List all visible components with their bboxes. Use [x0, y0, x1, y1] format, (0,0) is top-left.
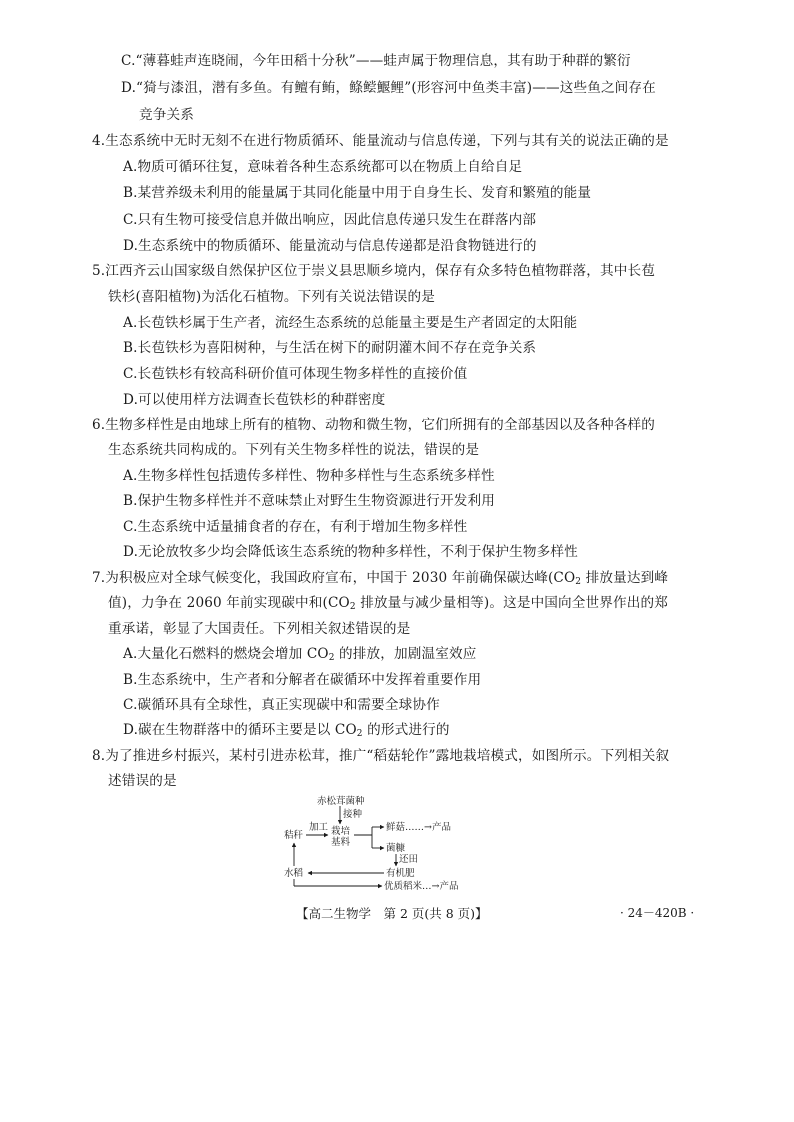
organic-fertilizer-label: 有机肥: [386, 868, 415, 879]
q5-option-a: A.长苞铁杉属于生产者，流经生态系统的总能量主要是生产者固定的太阳能: [123, 315, 578, 331]
q7-option-d-text-2: 的形式进行的: [362, 722, 450, 738]
return-to-field-label: 还田: [399, 854, 419, 865]
q3-option-d-continuation: 竞争关系: [139, 107, 194, 123]
q6-option-b: B.保护生物多样性并不意味禁止对野生生物资源进行开发利用: [123, 493, 495, 509]
q7-stem-line-2-text-1: 值)，力争在 2060 年前实现碳中和(CO: [108, 595, 350, 611]
rice-mushroom-rotation-diagram: [272, 794, 502, 890]
q7-stem-text-2: 排放量达到峰: [581, 570, 669, 586]
co2-subscript: 2: [356, 729, 363, 739]
q7-stem: [92, 569, 668, 587]
page-footer-code: · 24－420B ·: [620, 906, 695, 920]
q5-stem: 5.江西齐云山国家级自然保护区位于崇义县思顺乡境内，保存有众多特色植物群落，其中长苞: [92, 263, 656, 279]
q8-stem: 8.为了推进乡村振兴，某村引进赤松茸，推广“稻菇轮作”露地栽培模式，如图所示。下列相关叙: [92, 748, 670, 764]
q5-stem-continuation: 铁杉(喜阳植物)为活化石植物。下列有关说法错误的是: [108, 289, 436, 305]
q7-stem-text-1: 7.为积极应对全球气候变化，我国政府宣布，中国于 2030 年前确保碳达峰(CO: [92, 570, 576, 586]
co2-subscript: 2: [349, 602, 356, 612]
q3-option-c: C.“薄暮蛙声连晓闹，今年田稻十分秋”——蛙声属于物理信息，其有助于种群的繁衍: [121, 53, 631, 69]
q6-stem-continuation: 生态系统共同构成的。下列有关生物多样性的说法，错误的是: [108, 442, 480, 458]
q5-option-d: D.可以使用样方法调查长苞铁杉的种群密度: [123, 392, 386, 408]
rice-label: 水稻: [284, 868, 304, 879]
culture-substrate-label-2: 基料: [331, 837, 351, 848]
q4-stem: 4.生态系统中无时无刻不在进行物质循环、能量流动与信息传递，下列与其有关的说法正确的是: [92, 133, 669, 149]
q7-option-a: [123, 645, 477, 663]
q5-option-b: B.长苞铁杉为喜阳树种，与生活在树下的耐阴灌木间不存在竞争关系: [123, 340, 537, 356]
q3-option-d: D.“猗与漆沮，潜有多鱼。有鳣有鲔，鲦鲿鰋鲤”(形容河中鱼类丰富)——这些鱼之间存在: [121, 80, 656, 96]
q5-option-c: C.长苞铁杉有较高科研价值可体现生物多样性的直接价值: [123, 366, 468, 382]
q7-stem-line-3: 重承诺，彰显了大国责任。下列相关叙述错误的是: [108, 621, 411, 637]
q4-option-c: C.只有生物可接受信息并做出响应，因此信息传递只发生在群落内部: [123, 212, 537, 228]
q4-option-b: B.某营养级未利用的能量属于其同化能量中用于自身生长、发育和繁殖的能量: [123, 185, 592, 201]
spent-substrate-label: 菌糠: [386, 843, 406, 854]
page-footer-title: 【高二生物学 第 2 页(共 8 页)】: [296, 906, 488, 921]
mushroom-spawn-label: 赤松茸菌种: [317, 796, 365, 807]
q6-option-c: C.生态系统中适量捕食者的存在，有利于增加生物多样性: [123, 519, 468, 535]
q7-stem-line-2-text-2: 排放量与减少量相等)。这是中国向全世界作出的郑: [355, 595, 669, 611]
quality-rice-product-label: 优质稻米…→产品: [384, 881, 459, 890]
q6-option-d: D.无论放牧多少均会降低该生态系统的物种多样性，不利于保护生物多样性: [123, 544, 578, 560]
q7-option-a-text-1: A.大量化石燃料的燃烧会增加 CO: [123, 646, 329, 662]
fresh-mushroom-product-label: 鲜菇……→产品: [386, 822, 451, 833]
q8-stem-continuation: 述错误的是: [108, 773, 177, 789]
q7-option-d: [123, 721, 450, 739]
q6-option-a: A.生物多样性包括遗传多样性、物种多样性与生态系统多样性: [123, 468, 495, 484]
straw-label: 秸秆: [284, 830, 304, 841]
sowing-label: 接种: [343, 809, 363, 820]
processing-label: 加工: [309, 822, 329, 833]
q7-stem-line-2: [108, 594, 668, 612]
culture-substrate-label-1: 栽培: [331, 826, 351, 837]
q7-option-c: C.碳循环具有全球性，真正实现碳中和需要全球协作: [123, 697, 440, 713]
q4-option-d: D.生态系统中的物质循环、能量流动与信息传递都是沿食物链进行的: [123, 238, 537, 254]
q7-option-d-text-1: D.碳在生物群落中的循环主要是以 CO: [123, 722, 357, 738]
q7-option-b: B.生态系统中，生产者和分解者在碳循环中发挥着重要作用: [123, 672, 482, 688]
co2-subscript: 2: [575, 577, 582, 587]
q4-option-a: A.物质可循环往复，意味着各种生态系统都可以在物质上自给自足: [123, 159, 523, 175]
q6-stem: 6.生物多样性是由地球上所有的植物、动物和微生物，它们所拥有的全部基因以及各种各样的: [92, 417, 656, 433]
co2-subscript: 2: [328, 653, 335, 663]
q7-option-a-text-2: 的排放，加剧温室效应: [334, 646, 477, 662]
